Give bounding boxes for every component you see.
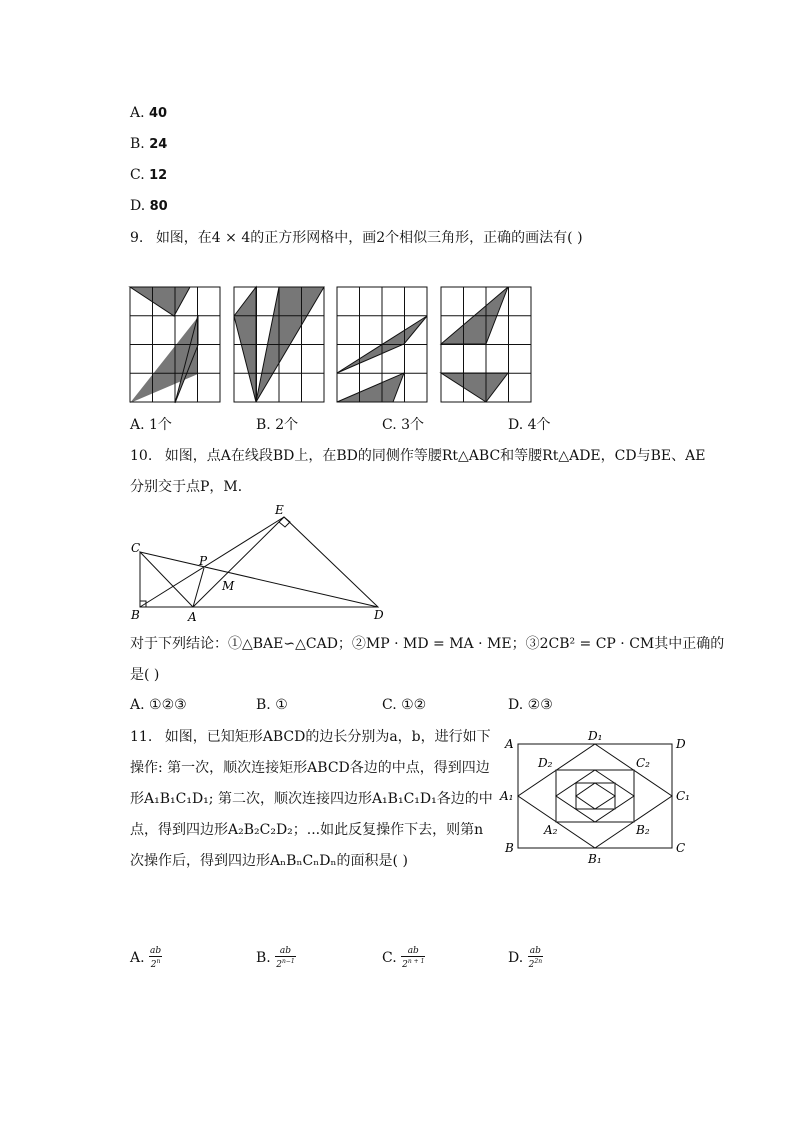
- q8-option-b[interactable]: B. 24: [130, 136, 168, 152]
- q11-option-c-fraction: $\frac{ab}{2^{n + 1}}$: [402, 946, 425, 970]
- q10-label-a: A: [188, 610, 197, 624]
- q10-conclusion-line2: 是( ): [130, 667, 160, 683]
- q10-label-m: M: [222, 579, 235, 593]
- q10-stem-text: 如图，点A在线段BD上，在BD的同侧作等腰Rt△ABC和等腰Rt△ADE，CD与BE、AE: [164, 448, 706, 464]
- q11-label-c: C: [676, 841, 686, 855]
- q8-option-a[interactable]: A. 40: [130, 105, 168, 121]
- q11-stem-line3: 形A₁B₁C₁D₁; 第二次，顺次连接四边形A₁B₁C₁D₁各边的中: [130, 791, 493, 807]
- q9-number: 9.: [130, 230, 144, 246]
- q10-option-b[interactable]: B. ①: [256, 697, 288, 713]
- q11-option-a[interactable]: A. $\frac{ab}{2^n}$: [130, 946, 162, 970]
- q10-conclusion-line1: 对于下列结论：①△BAE∽△CAD；②MP · MD = MA · ME；③2CB² = CP · CM其中正确的: [130, 636, 725, 652]
- q11-label-b1: B₁: [588, 852, 602, 866]
- q10-option-a[interactable]: A. ①②③: [130, 697, 187, 713]
- q10-option-c[interactable]: C. ①②: [382, 697, 427, 713]
- q10-label-d: D: [374, 608, 384, 622]
- q11-label-b: B: [505, 841, 514, 855]
- q11-label-c1: C₁: [676, 789, 690, 803]
- q8-option-c[interactable]: C. 12: [130, 167, 168, 183]
- q11-label-b2: B₂: [636, 823, 650, 837]
- q11-stem-line1: 11. 如图，已知矩形ABCD的边长分别为a，b，进行如下: [130, 729, 491, 745]
- q8-option-d[interactable]: D. 80: [130, 198, 168, 214]
- q11-label-d: D: [676, 737, 686, 751]
- q11-option-a-fraction: $\frac{ab}{2^n}$: [150, 946, 162, 970]
- q9-option-c[interactable]: C. 3个: [382, 417, 425, 433]
- q9-option-d[interactable]: D. 4个: [508, 417, 551, 433]
- q11-label-d2: D₂: [538, 756, 553, 770]
- q10-option-d[interactable]: D. ②③: [508, 697, 553, 713]
- q10-label-b: B: [131, 608, 140, 622]
- q11-label-a1: A₁: [500, 789, 514, 803]
- q10-label-e: E: [275, 503, 284, 517]
- q11-option-b[interactable]: B. $\frac{ab}{2^{n-1}}$: [256, 946, 295, 970]
- q11-option-c[interactable]: C. $\frac{ab}{2^{n + 1}}$: [382, 946, 425, 970]
- q11-label-c2: C₂: [636, 756, 650, 770]
- q10-number: 10.: [130, 448, 153, 464]
- q11-label-d1: D₁: [588, 729, 603, 743]
- q11-number: 11.: [130, 729, 153, 745]
- q11-option-b-fraction: $\frac{ab}{2^{n-1}}$: [276, 946, 295, 970]
- q11-option-d-fraction: $\frac{ab}{2^{2n}}$: [528, 946, 543, 970]
- q11-stem-line5: 次操作后，得到四边形AₙBₙCₙDₙ的面积是( ): [130, 853, 408, 869]
- q9-option-b[interactable]: B. 2个: [256, 417, 299, 433]
- q11-option-d[interactable]: D. $\frac{ab}{2^{2n}}$: [508, 946, 543, 970]
- q9-option-a[interactable]: A. 1个: [130, 417, 172, 433]
- q11-stem-line4: 点，得到四边形A₂B₂C₂D₂；...如此反复操作下去，则第n: [130, 822, 484, 838]
- q10-label-p: P: [199, 554, 208, 568]
- q11-stem-line2: 操作: 第一次，顺次连接矩形ABCD各边的中点，得到四边: [130, 760, 490, 776]
- q10-stem-line2: 分别交于点P，M．: [130, 479, 252, 495]
- q11-label-a: A: [505, 737, 514, 751]
- q9-stem-text: 如图，在4 × 4的正方形网格中，画2个相似三角形，正确的画法有( ): [155, 230, 583, 246]
- q10-label-c: C: [131, 541, 141, 555]
- q11-label-a2: A₂: [544, 823, 558, 837]
